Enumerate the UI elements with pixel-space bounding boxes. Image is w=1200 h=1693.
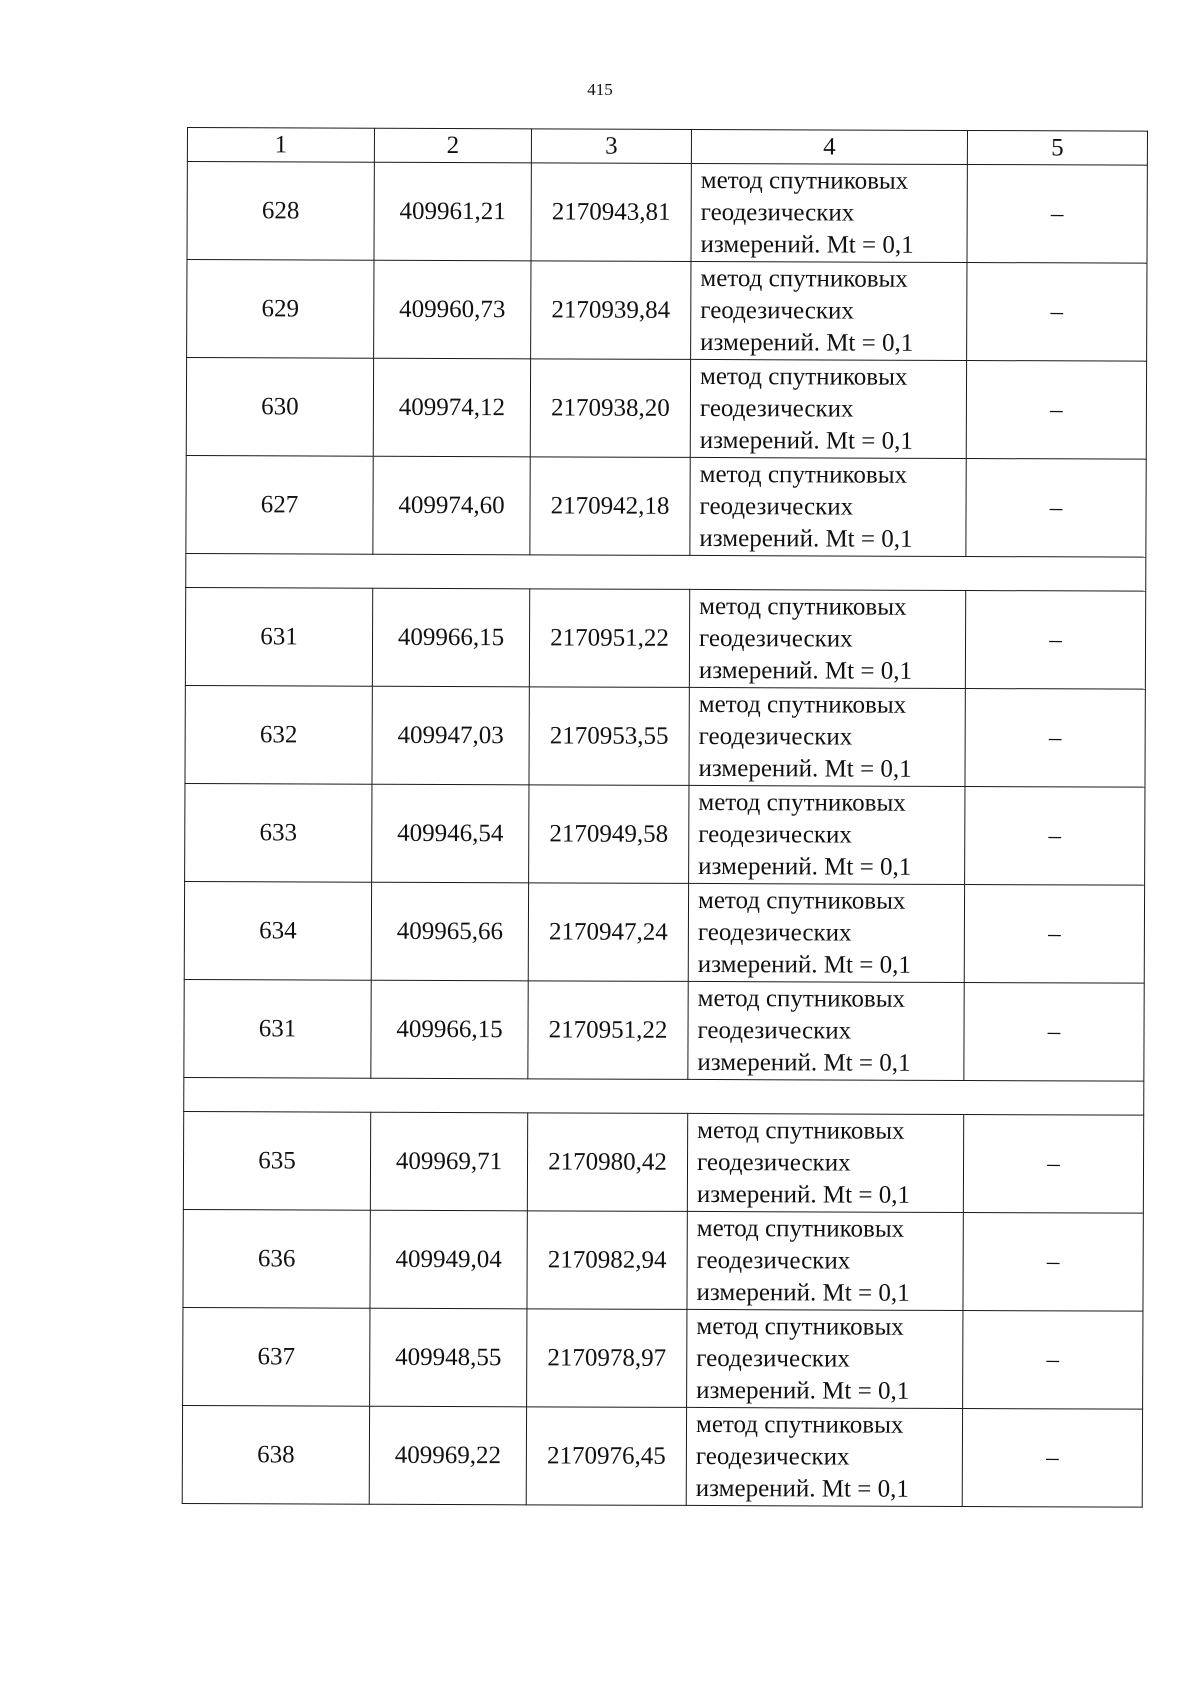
note-cell: – (963, 1114, 1143, 1213)
point-cell: 635 (183, 1111, 370, 1210)
method-cell (690, 359, 966, 458)
x-coordinate-cell: 409960,73 (374, 260, 531, 359)
y-coordinate-cell: 2170938,20 (530, 359, 690, 458)
method-cell (687, 1309, 963, 1408)
y-coordinate-cell: 2170953,55 (529, 687, 689, 786)
x-coordinate-cell: 409949,04 (370, 1210, 527, 1309)
y-coordinate-cell: 2170939,84 (531, 261, 691, 360)
point-cell: 636 (183, 1209, 370, 1308)
y-coordinate-cell: 2170951,22 (529, 589, 689, 688)
point-cell: 628 (187, 162, 374, 261)
method-cell (689, 589, 965, 688)
x-coordinate-cell: 409966,15 (372, 588, 529, 687)
method-text-line: метод спутниковых (697, 886, 906, 915)
header-row (187, 128, 1147, 166)
method-cell (690, 457, 966, 556)
header-col-5: 5 (967, 130, 1147, 165)
method-cell (688, 981, 964, 1080)
method-text-line: измерений. Mt = 0,1 (696, 1376, 910, 1405)
method-text-line: измерений. Mt = 0,1 (698, 754, 912, 783)
y-coordinate-cell: 2170943,81 (531, 163, 691, 262)
method-cell (686, 1407, 962, 1506)
x-coordinate-cell: 409965,66 (371, 882, 528, 981)
y-coordinate-cell: 2170982,94 (527, 1211, 687, 1310)
method-text-line: геодезических (698, 624, 853, 653)
method-text-line: геодезических (696, 1148, 851, 1177)
y-coordinate-cell: 2170942,18 (530, 457, 690, 556)
note-cell: – (966, 360, 1146, 459)
method-text-line: геодезических (697, 1016, 852, 1045)
table-body (182, 162, 1147, 1508)
point-cell: 631 (184, 979, 371, 1078)
point-cell: 634 (184, 881, 371, 980)
method-cell (691, 163, 967, 262)
method-text-line: геодезических (700, 198, 855, 227)
table-row (184, 979, 1144, 1081)
point-cell: 630 (186, 358, 373, 457)
separator-cell (184, 1077, 1144, 1115)
table-row (187, 162, 1147, 264)
table-row (186, 358, 1146, 460)
x-coordinate-cell: 409966,15 (371, 980, 528, 1079)
method-text-line: метод спутниковых (697, 984, 906, 1013)
note-cell: – (964, 884, 1144, 983)
table-row (182, 1405, 1142, 1507)
x-coordinate-cell: 409969,71 (370, 1112, 527, 1211)
method-text-line: измерений. Mt = 0,1 (697, 1048, 911, 1077)
y-coordinate-cell: 2170980,42 (527, 1113, 687, 1212)
method-text-line: метод спутниковых (699, 460, 908, 489)
method-text-line: метод спутниковых (699, 362, 908, 391)
method-text-line: измерений. Mt = 0,1 (696, 1278, 910, 1307)
method-text-line: метод спутниковых (696, 1312, 904, 1341)
note-cell: – (962, 1408, 1142, 1507)
method-cell (689, 687, 965, 786)
method-text-line: геодезических (696, 1344, 850, 1373)
x-coordinate-cell: 409948,55 (370, 1308, 527, 1407)
x-coordinate-cell: 409947,03 (372, 686, 529, 785)
point-cell: 629 (187, 260, 374, 359)
page-number: 415 (587, 80, 613, 99)
header-col-4: 4 (691, 129, 967, 164)
method-text-line: геодезических (698, 820, 852, 849)
point-cell: 631 (185, 587, 372, 686)
method-text-line: метод спутниковых (698, 788, 906, 817)
method-text-line: измерений. Mt = 0,1 (696, 1180, 911, 1209)
method-text-line: геодезических (695, 1442, 850, 1471)
method-text-line: геодезических (699, 394, 854, 423)
x-coordinate-cell: 409969,22 (369, 1406, 526, 1505)
method-text-line: геодезических (699, 492, 854, 521)
note-cell: – (967, 164, 1147, 263)
method-cell (691, 261, 967, 360)
method-text-line: метод спутниковых (696, 1214, 905, 1243)
method-text-line: измерений. Mt = 0,1 (695, 1474, 909, 1503)
y-coordinate-cell: 2170951,22 (528, 981, 688, 1080)
x-coordinate-cell: 409961,21 (374, 162, 531, 261)
note-cell: – (964, 982, 1144, 1081)
point-cell: 637 (183, 1307, 370, 1406)
y-coordinate-cell: 2170947,24 (528, 883, 688, 982)
method-text-line: измерений. Mt = 0,1 (698, 656, 913, 685)
method-text-line: измерений. Mt = 0,1 (699, 426, 913, 455)
note-cell: – (967, 262, 1147, 361)
header-col-1: 1 (187, 128, 374, 163)
method-text-line: измерений. Mt = 0,1 (699, 524, 913, 553)
method-text-line: метод спутниковых (700, 264, 908, 293)
table-row (183, 1209, 1143, 1311)
group-separator-row (184, 1077, 1144, 1115)
note-cell: – (965, 590, 1145, 689)
table-row (184, 881, 1144, 983)
method-cell (687, 1211, 963, 1310)
table-row (185, 587, 1145, 689)
y-coordinate-cell: 2170949,58 (529, 785, 689, 884)
method-text-line: геодезических (698, 722, 853, 751)
method-cell (687, 1113, 963, 1212)
note-cell: – (963, 1212, 1143, 1311)
note-cell: – (963, 1310, 1143, 1409)
note-cell: – (966, 458, 1146, 557)
table-row (185, 783, 1145, 885)
method-text-line: метод спутниковых (697, 1116, 905, 1145)
point-cell: 633 (185, 783, 372, 882)
method-text-line: измерений. Mt = 0,1 (697, 950, 911, 979)
table-row (186, 455, 1146, 557)
method-text-line: метод спутниковых (699, 592, 907, 621)
note-cell: – (965, 688, 1145, 787)
point-cell: 627 (186, 455, 373, 554)
table-row (185, 685, 1145, 787)
method-text-line: измерений. Mt = 0,1 (698, 852, 912, 881)
table-header (187, 128, 1147, 166)
method-cell (688, 883, 964, 982)
coordinates-table (182, 127, 1148, 1508)
group-separator-row (186, 553, 1146, 591)
point-cell: 638 (182, 1405, 369, 1504)
method-text-line: геодезических (700, 296, 854, 325)
x-coordinate-cell: 409946,54 (372, 784, 529, 883)
y-coordinate-cell: 2170978,97 (527, 1309, 687, 1408)
x-coordinate-cell: 409974,60 (373, 456, 530, 555)
table-row (187, 260, 1147, 362)
method-text-line: геодезических (697, 918, 852, 947)
method-text-line: геодезических (696, 1246, 851, 1275)
method-text-line: измерений. Mt = 0,1 (700, 230, 914, 259)
point-cell: 632 (185, 685, 372, 784)
separator-cell (186, 553, 1146, 591)
table-row (183, 1307, 1143, 1409)
method-text-line: метод спутниковых (698, 690, 907, 719)
header-col-2: 2 (374, 128, 531, 163)
y-coordinate-cell: 2170976,45 (526, 1407, 686, 1506)
header-col-3: 3 (531, 129, 691, 164)
note-cell: – (965, 786, 1145, 885)
method-text-line: метод спутниковых (700, 166, 909, 195)
method-cell (689, 785, 965, 884)
method-text-line: метод спутниковых (695, 1410, 904, 1439)
table-row (183, 1111, 1143, 1213)
x-coordinate-cell: 409974,12 (373, 358, 530, 457)
method-text-line: измерений. Mt = 0,1 (700, 328, 914, 357)
